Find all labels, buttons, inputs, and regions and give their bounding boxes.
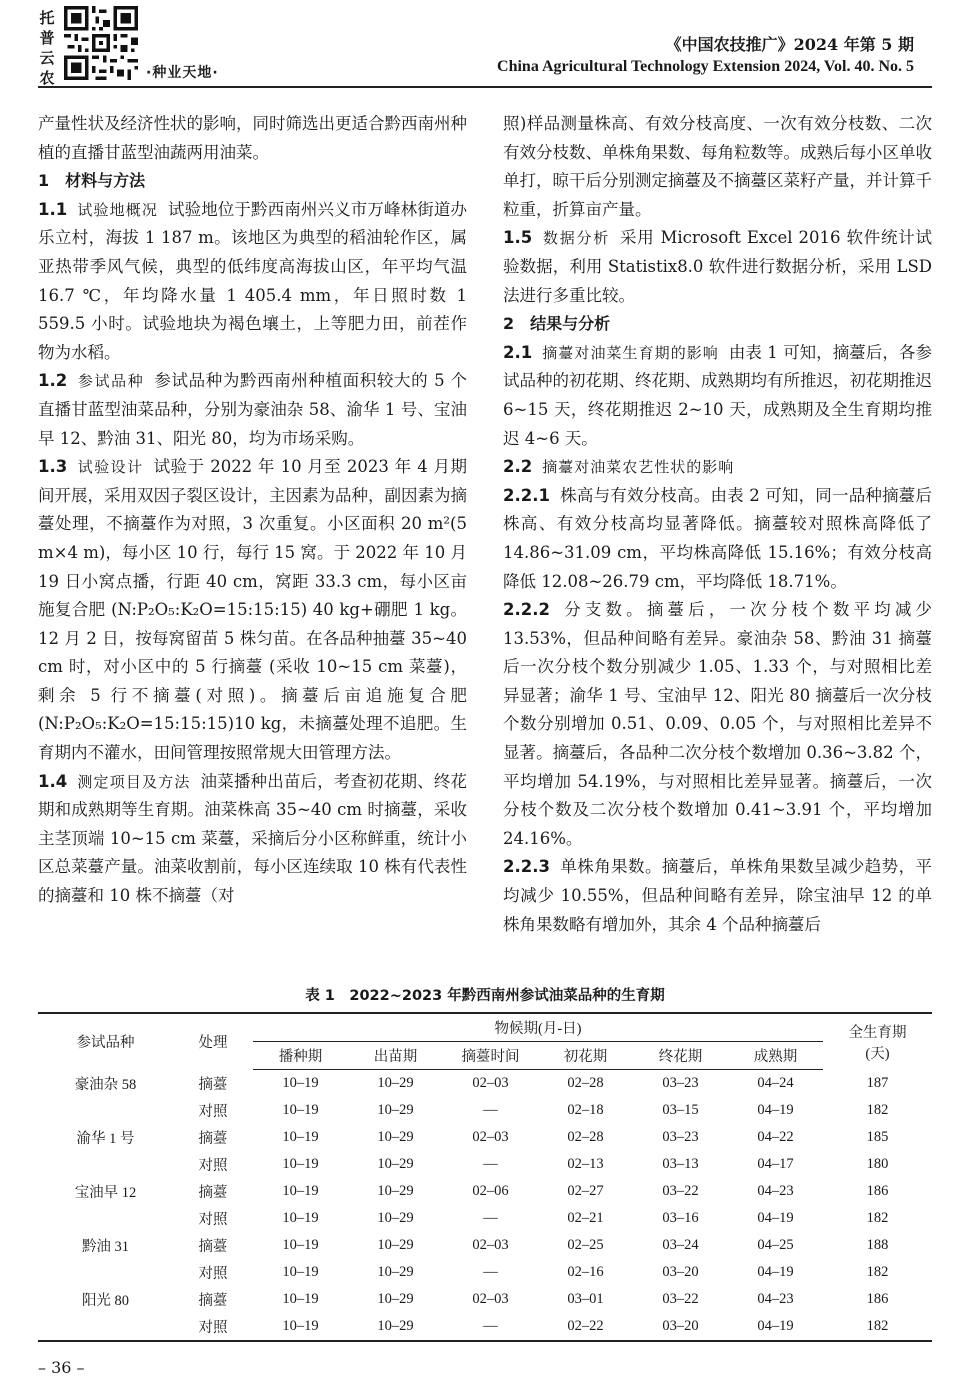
treatment-cell: 对照 xyxy=(198,1212,228,1228)
header-total-line1: 全生育期 xyxy=(848,1024,907,1041)
table-cell: — xyxy=(483,1156,498,1172)
page-number: – 36 – xyxy=(38,1358,85,1377)
table-cell: 186 xyxy=(866,1183,889,1199)
subsection-number: 2.2.1 xyxy=(503,485,550,505)
subsection-number: 1.5 xyxy=(503,228,533,248)
subsection-1-1 xyxy=(38,196,467,368)
table-cell: 10–29 xyxy=(377,1291,414,1307)
table-cell: 03–22 xyxy=(662,1183,699,1199)
subsection-2-2-2 xyxy=(503,596,932,853)
subsection-text: 采用 Microsoft Excel 2016 软件统计试验数据，利用 Statistix8.0 软件进行数据分析，采用 LSD 法进行多重比较。 xyxy=(503,228,932,305)
journal-title-cn: 《中国农技推广》2024 年第 5 期 xyxy=(665,35,914,54)
subsection-text: 油菜播种出苗后，考查初花期、终花期和成熟期等生育期。油菜株高 35~40 cm 时摘薹，采收主茎顶端 10~15 cm 菜薹，采摘后分小区称鲜重，统计小区总菜薹产量。油菜收割前，每小区连续取 10 株有代表性的摘薹和 10 株不摘薹（对 xyxy=(38,771,467,906)
table-cell: — xyxy=(483,1210,498,1226)
section-heading: 1 材料与方法 xyxy=(38,171,146,191)
subsection-title: 参试品种 xyxy=(77,372,145,391)
subsection-number: 1.4 xyxy=(38,771,68,791)
table-cell: 04–17 xyxy=(757,1156,794,1172)
table-cell: 03–20 xyxy=(662,1264,699,1280)
table-cell: 02–18 xyxy=(567,1102,604,1118)
table-cell: 03–15 xyxy=(662,1102,699,1118)
table-cell: 04–19 xyxy=(757,1210,794,1226)
header-variety: 参试品种 xyxy=(38,1013,173,1070)
treatment-cell: 摘薹 xyxy=(198,1131,228,1147)
table-cell: 03–23 xyxy=(662,1129,699,1145)
variety-cell: 阳光 80 xyxy=(81,1293,130,1309)
table-row xyxy=(38,1070,932,1098)
treatment-cell: 摘薹 xyxy=(198,1076,228,1093)
subsection-title: 试验地概况 xyxy=(77,200,158,219)
paragraph: 产量性状及经济性状的影响，同时筛选出更适合黔西南州种植的直播甘蓝型油蔬两用油菜。 xyxy=(38,114,467,162)
treatment-cell: 摘薹 xyxy=(198,1239,228,1255)
page-header xyxy=(38,4,932,90)
subsection-text: 参试品种为黔西南州种植面积较大的 5 个直播甘蓝型油菜品种，分别为豪油杂 58、渝华 1 号、宝油早 12、黔油 31、阳光 80，均为市场采购。 xyxy=(38,371,467,448)
subheader-emergence: 出苗期 xyxy=(348,1042,443,1070)
table-caption: 表 1 2022~2023 年黔西南州参试油菜品种的生育期 xyxy=(305,988,665,1004)
table-cell: 04–19 xyxy=(728,1313,823,1341)
table-cell: 03–20 xyxy=(633,1313,728,1341)
table-cell: 10–19 xyxy=(282,1075,319,1091)
subsection-text: 试验地位于黔西南州兴义市万峰林街道办乐立村，海拔 1 187 m。该地区为典型的稻油轮作区，属亚热带季风气候，典型的低纬度高海拔山区，年平均气温 16.7 ℃，年均降水量 1 405.4 mm，年日照时数 1 559.5 小时。试验地块为褐色壤土，上等肥力田，前茬作物为水稻。 xyxy=(38,199,467,362)
table-cell: 10–29 xyxy=(377,1129,414,1145)
variety-cell xyxy=(38,1259,173,1286)
table-cell: 02–28 xyxy=(567,1075,604,1091)
table-cell: 10–29 xyxy=(377,1237,414,1253)
table-cell: 03–24 xyxy=(662,1237,699,1253)
table-cell: 03–16 xyxy=(662,1210,699,1226)
subsection-number: 2.2 xyxy=(503,457,533,477)
table-row xyxy=(38,1124,932,1151)
treatment-cell: 摘薹 xyxy=(198,1293,228,1309)
table-cell: 187 xyxy=(866,1074,889,1091)
table-cell: — xyxy=(483,1264,498,1280)
right-column xyxy=(503,110,932,939)
subsection-number: 1.3 xyxy=(38,457,68,477)
table-cell: 04–23 xyxy=(757,1291,794,1307)
table-cell: 02–03 xyxy=(472,1129,509,1145)
table-cell: 02–22 xyxy=(538,1313,633,1341)
table-cell: 02–27 xyxy=(567,1183,604,1199)
table-cell: 186 xyxy=(866,1291,889,1307)
table-cell: 10–19 xyxy=(282,1156,319,1172)
table-cell: 02–06 xyxy=(472,1183,509,1199)
variety-cell: 豪油杂 58 xyxy=(74,1076,137,1093)
logo-text xyxy=(38,8,56,88)
table-cell: 180 xyxy=(866,1156,889,1172)
table-cell: 02–03 xyxy=(472,1291,509,1307)
table-cell: 188 xyxy=(866,1237,889,1253)
treatment-cell: 对照 xyxy=(173,1313,253,1341)
table-body xyxy=(38,1070,932,1342)
table-cell: 10–29 xyxy=(348,1313,443,1341)
table-cell: 182 xyxy=(866,1210,889,1226)
variety-cell: 渝华 1 号 xyxy=(76,1131,135,1147)
qr-code-icon xyxy=(64,6,138,80)
table-cell: 10–29 xyxy=(377,1264,414,1280)
subsection-title: 摘薹对油菜生育期的影响 xyxy=(542,343,719,362)
table-cell: 182 xyxy=(823,1313,932,1341)
table-row xyxy=(38,1178,932,1205)
variety-cell xyxy=(38,1313,173,1341)
header-phenology: 物候期(月-日) xyxy=(253,1013,823,1042)
table-cell: 182 xyxy=(866,1264,889,1280)
table-cell: 10–19 xyxy=(282,1291,319,1307)
table-cell: 04–19 xyxy=(757,1264,794,1280)
table-cell: 02–13 xyxy=(567,1156,604,1172)
subsection-title: 试验设计 xyxy=(77,458,144,477)
variety-cell: 黔油 31 xyxy=(81,1239,130,1255)
logo-char: 普 xyxy=(39,29,55,47)
treatment-cell: 对照 xyxy=(198,1158,228,1174)
table-cell: 04–25 xyxy=(757,1237,794,1253)
journal-title-en: China Agricultural Technology Extension 2024, Vol. 40. No. 5 xyxy=(497,58,914,75)
header-total-line2: (天) xyxy=(865,1045,890,1062)
table-cell: 04–24 xyxy=(757,1075,794,1091)
treatment-cell: 对照 xyxy=(198,1104,228,1120)
logo-char: 托 xyxy=(39,9,55,27)
subheader-first-flower: 初花期 xyxy=(538,1042,633,1070)
table-cell: 10–19 xyxy=(282,1183,319,1199)
subsection-number: 2.2.3 xyxy=(503,857,550,877)
subsection-text: 试验于 2022 年 10 月至 2023 年 4 月期间开展，采用双因子裂区设计，主因素为品种，副因素为摘薹处理，不摘薹作为对照，3 次重复。小区面积 20 m²(5 m×4 m)，每小区 10 行，每行 15 窝。于 2022 年 10 月 19 日小窝点播，行距 40 cm，窝距 33.3 cm，每小区亩施复合肥 (N:P₂O₅:K₂O=15:15:15) 40 kg+硼肥 1 kg。12 月 2 日，按每窝留苗 5 株匀苗。在各品种抽薹 35~40 cm 时，对小区中的 5 行摘薹 (采收 10~15 cm 菜薹)，剩余 5 行不摘薹(对照)。摘薹后亩追施复合肥 (N:P₂O₅:K₂O=15:15:15)10 kg，未摘薹处理不追肥。生育期内不灌水，田间管理按照常规大田管理方法。 xyxy=(38,457,467,763)
subheader-maturity: 成熟期 xyxy=(728,1042,823,1070)
table-cell: 10–19 xyxy=(282,1210,319,1226)
treatment-cell: 摘薹 xyxy=(198,1185,228,1201)
subsection-1-5 xyxy=(503,224,932,310)
table-cell: — xyxy=(483,1102,498,1118)
subsection-text: 株高与有效分枝高。由表 2 可知，同一品种摘薹后株高、有效分枝高均显著降低。摘薹较对照株高降低了 14.86~31.09 cm，平均株高降低 15.16%；有效分枝高降低 12.08~26.79 cm，平均降低 18.71%。 xyxy=(503,485,932,591)
table-cell: 02–25 xyxy=(567,1237,604,1253)
table-cell: 185 xyxy=(866,1129,889,1145)
header-treatment: 处理 xyxy=(173,1013,253,1070)
subsection-number: 1.2 xyxy=(38,371,68,391)
table-cell: 10–29 xyxy=(377,1075,414,1091)
table-cell: 03–22 xyxy=(662,1291,699,1307)
table-cell: 10–19 xyxy=(282,1237,319,1253)
section-heading: 2 结果与分析 xyxy=(503,314,611,334)
phenology-table xyxy=(38,1012,932,1342)
table-cell: 02–16 xyxy=(567,1264,604,1280)
table-row xyxy=(38,1259,932,1286)
table-cell: 10–19 xyxy=(282,1102,319,1118)
table-row xyxy=(38,1151,932,1178)
table-cell: 02–03 xyxy=(472,1075,509,1091)
variety-cell xyxy=(38,1151,173,1178)
subsection-number: 1.1 xyxy=(38,199,68,219)
left-column xyxy=(38,110,467,911)
subheader-topping: 摘薹时间 xyxy=(443,1042,538,1070)
table-cell: 10–29 xyxy=(377,1183,414,1199)
subsection-title: 测定项目及方法 xyxy=(77,772,191,791)
variety-cell: 宝油早 12 xyxy=(74,1185,137,1201)
table-cell: 04–22 xyxy=(757,1129,794,1145)
variety-cell xyxy=(38,1097,173,1124)
section-name: ·种业天地· xyxy=(146,65,219,81)
subsection-2-1 xyxy=(503,339,932,453)
table-cell: — xyxy=(443,1313,538,1341)
table-cell: 10–19 xyxy=(282,1129,319,1145)
table-cell: 10–29 xyxy=(377,1210,414,1226)
variety-cell xyxy=(38,1205,173,1232)
table-cell: 182 xyxy=(866,1102,889,1118)
header-total-days xyxy=(823,1013,932,1070)
subsection-title: 摘薹对油菜农艺性状的影响 xyxy=(542,458,735,477)
table-cell: 04–19 xyxy=(757,1102,794,1118)
table-cell: 02–03 xyxy=(472,1237,509,1253)
table-row xyxy=(38,1286,932,1313)
subheader-end-flower: 终花期 xyxy=(633,1042,728,1070)
table-cell: 04–23 xyxy=(757,1183,794,1199)
table-row xyxy=(38,1313,932,1341)
table-cell: 10–29 xyxy=(377,1156,414,1172)
table-cell: 03–23 xyxy=(662,1075,699,1091)
table-row xyxy=(38,1205,932,1232)
subsection-number: 2.2.2 xyxy=(503,600,550,620)
table-cell: 10–19 xyxy=(282,1264,319,1280)
subsection-text: 由表 1 可知，摘薹后，各参试品种的初花期、终花期、成熟期均有所推迟，初花期推迟 6~15 天，终花期推迟 2~10 天，成熟期及全生育期均推迟 4~6 天。 xyxy=(503,342,932,448)
paragraph: 照)样品测量株高、有效分枝高度、一次有效分枝数、二次有效分枝数、单株角果数、每角粒数等。成熟后每小区单收单打，晾干后分别测定摘薹及不摘薹区菜籽产量，并计算千粒重，折算亩产量。 xyxy=(503,114,932,219)
subsection-title: 数据分析 xyxy=(542,229,610,248)
subsection-1-4 xyxy=(38,768,467,911)
subsection-1-3 xyxy=(38,453,467,768)
subsection-1-2 xyxy=(38,367,467,453)
subsection-number: 2.1 xyxy=(503,342,533,362)
subsection-2-2-1 xyxy=(503,482,932,596)
table-cell: 03–01 xyxy=(567,1291,604,1307)
header-rule xyxy=(38,86,932,88)
table-cell: 02–28 xyxy=(567,1129,604,1145)
table-row xyxy=(38,1097,932,1124)
logo-char: 云 xyxy=(39,49,55,67)
subsection-2-2-3 xyxy=(503,853,932,939)
subsection-text: 分支数。摘薹后，一次分枝个数平均减少 13.53%，但品种间略有差异。豪油杂 58、黔油 31 摘薹后一次分枝个数分别减少 1.05、1.33 个，与对照相比差异显著；渝华 1 号、宝油早 12、阳光 80 摘薹后一次分枝个数分别增加 0.51、0.09、0.05 个，与对照相比差异不显著。摘薹后，各品种二次分枝个数增加 0.36~3.82 个，平均增加 54.19%，与对照相比差异显著。摘薹后，一次分枝个数及二次分枝个数增加 0.41~3.91 个，平均增加 24.16%。 xyxy=(503,600,932,848)
treatment-cell: 对照 xyxy=(198,1266,228,1282)
table-cell: 10–19 xyxy=(253,1313,348,1341)
table-row xyxy=(38,1232,932,1259)
subheader-sowing: 播种期 xyxy=(253,1042,348,1070)
subsection-2-2 xyxy=(503,453,932,482)
subsection-text: 单株角果数。摘薹后，单株角果数呈减少趋势，平均减少 10.55%，但品种间略有差异，除宝油早 12 的单株角果数略有增加外，其余 4 个品种摘薹后 xyxy=(503,857,932,934)
table-cell: 03–13 xyxy=(662,1156,699,1172)
logo-char: 农 xyxy=(39,69,55,87)
table-cell: 02–21 xyxy=(567,1210,604,1226)
table-cell: 10–29 xyxy=(377,1102,414,1118)
